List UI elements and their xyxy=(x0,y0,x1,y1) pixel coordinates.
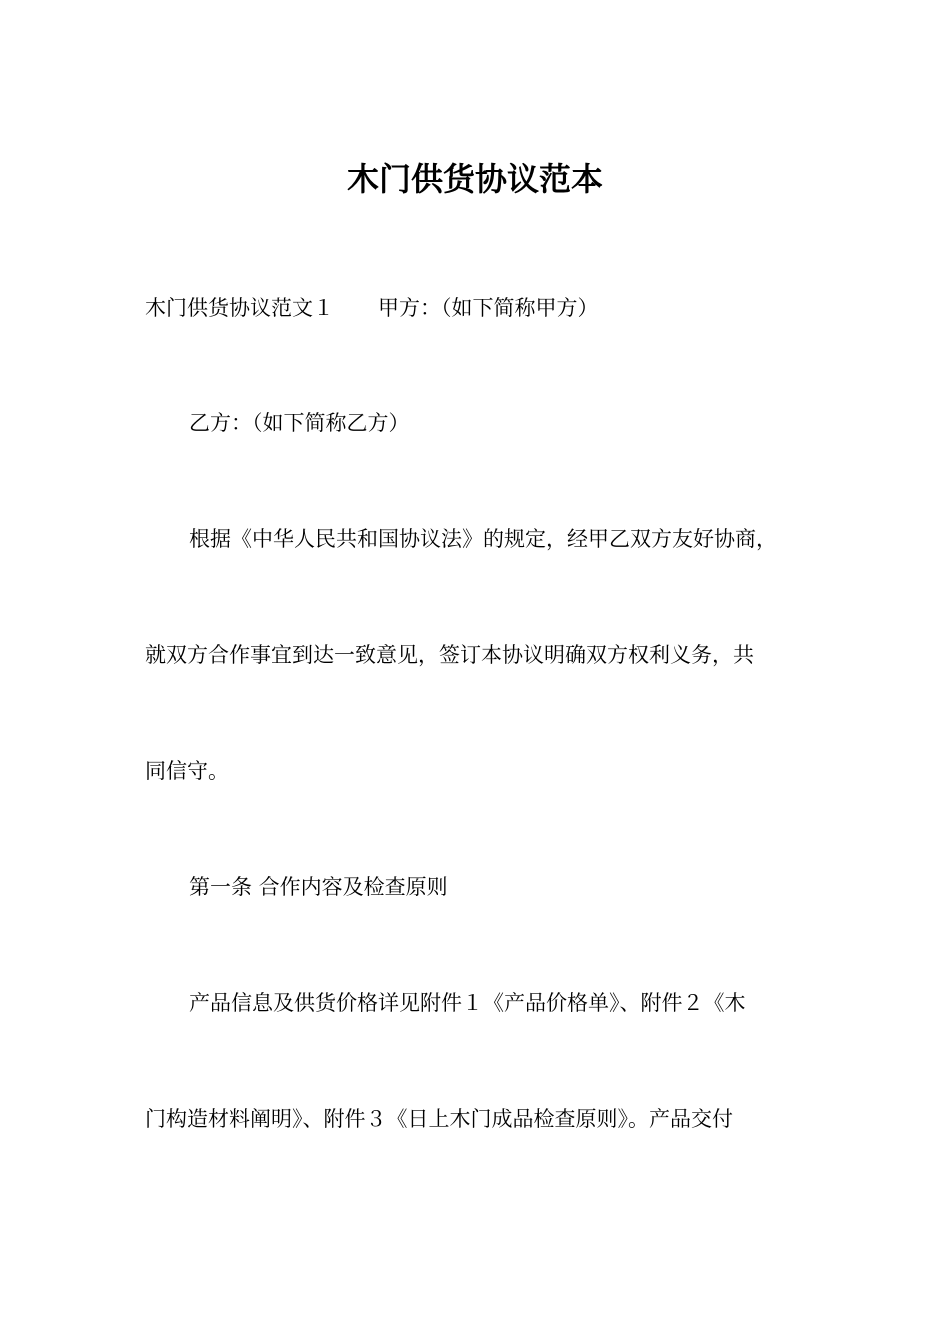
article-heading: 第一条 合作内容及检查原则 xyxy=(189,875,448,899)
paragraph-line: 同信守。 xyxy=(145,759,229,783)
party-a-line: 甲方：（如下简称甲方） xyxy=(378,296,599,320)
party-b-line: 乙方：（如下简称乙方） xyxy=(189,411,410,435)
document-title: 木门供货协议范本 xyxy=(346,160,603,198)
sample-label: 木门供货协议范文１ xyxy=(145,296,334,320)
paragraph-line: 产品信息及供货价格详见附件１《产品价格单》、附件２《木 xyxy=(189,991,746,1015)
paragraph-line: 根据《中华人民共和国协议法》的规定，经甲乙双方友好协商， xyxy=(189,527,777,551)
paragraph-line: 门构造材料阐明》、附件３《日上木门成品检查原则》。产品交付 xyxy=(145,1107,733,1131)
paragraph-line: 就双方合作事宜到达一致意见，签订本协议明确双方权利义务，共 xyxy=(145,643,754,667)
intro-line xyxy=(145,294,599,322)
